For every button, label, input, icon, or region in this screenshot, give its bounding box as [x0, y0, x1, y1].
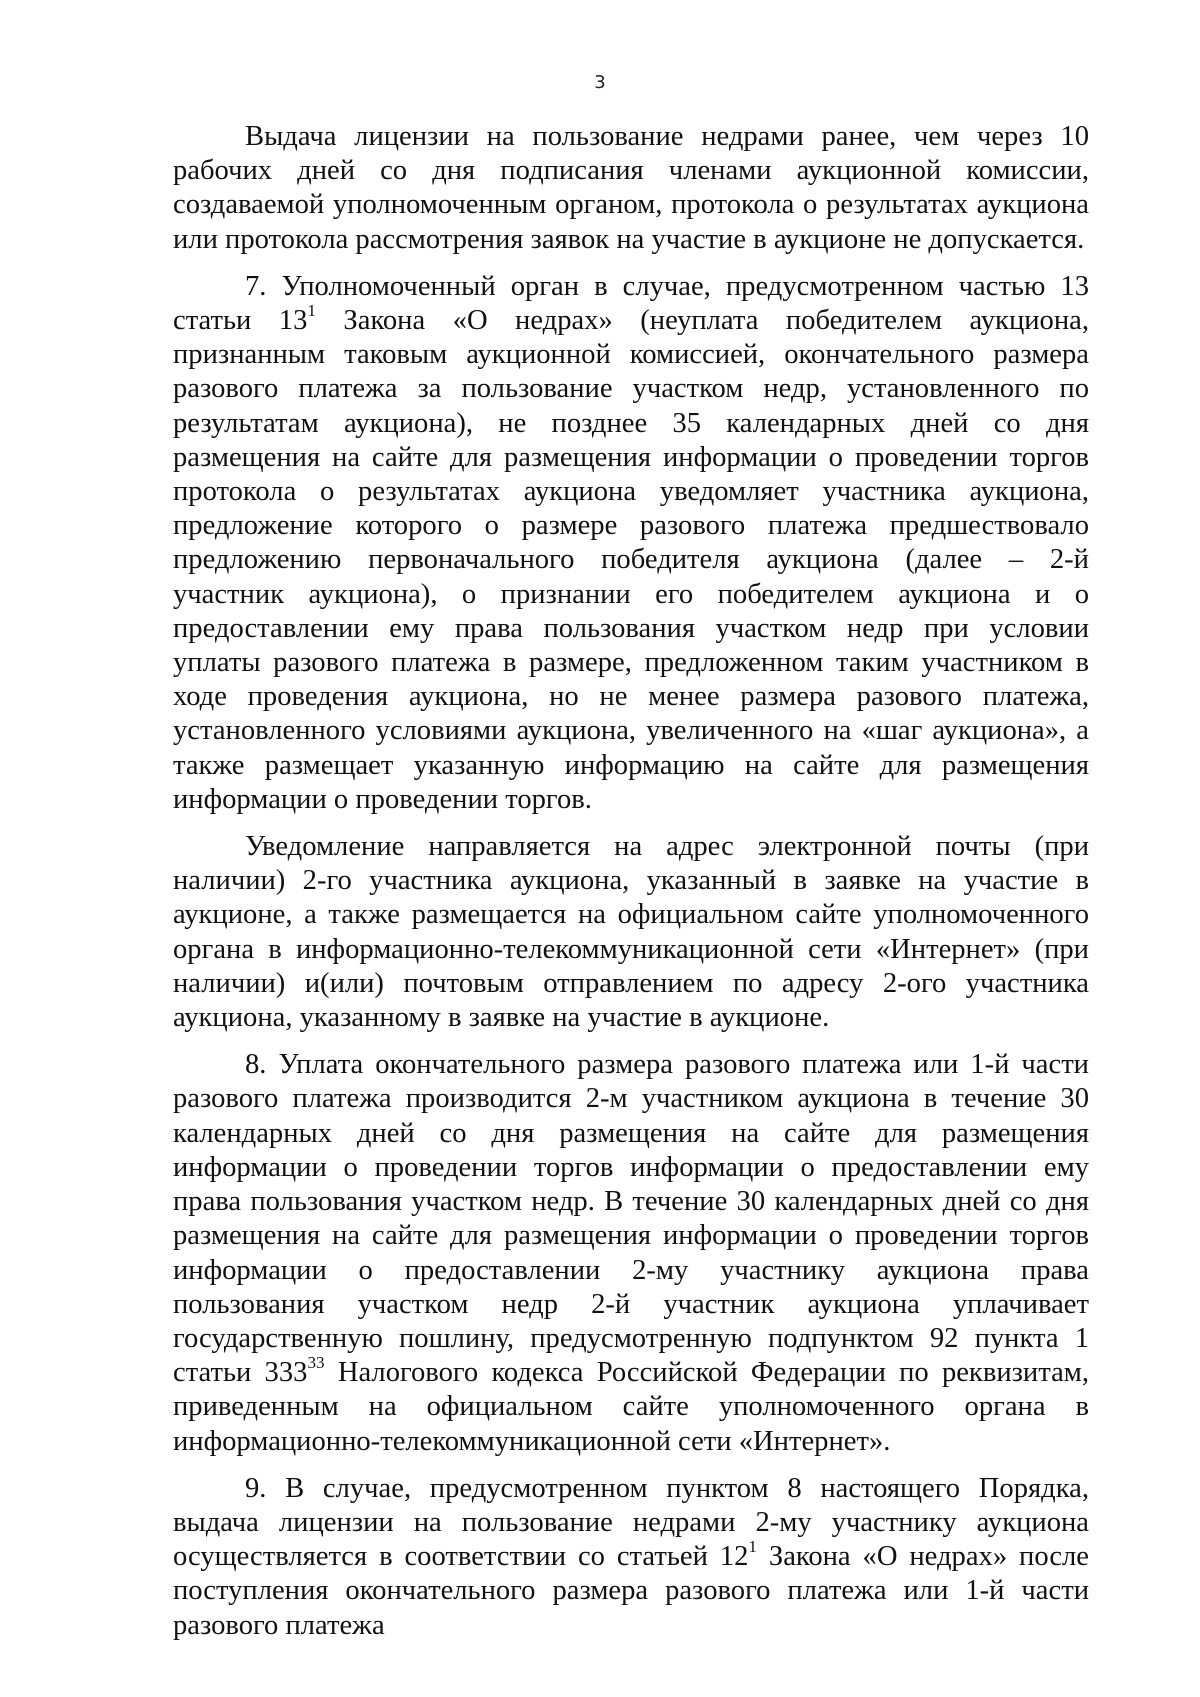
document-body [173, 120, 1089, 1643]
paragraph-8-superscript: 33 [307, 1353, 325, 1373]
paragraph-7-superscript: 1 [307, 301, 316, 321]
paragraph-notification-delivery: Уведомление направляется на адрес электронной почты (при наличии) 2-го участника аукциона, указанный в заявке на участие в аукционе, а также размещается на официальном сайте уполномоченного органа в информационно-телекоммуникационной сети «Интернет» (при наличии) и(или) почтовым отправлением по адресу 2-ого участника аукциона, указанному в заявке на участие в аукционе. [173, 831, 1089, 1034]
paragraph-9-text-start: 9. В случае, предусмотренном пунктом 8 настоящего Порядка, выдача лицензии на пользование недрами 2-му участнику аукциона осуществляется в соответствии со статьей 12 [173, 1472, 1089, 1573]
paragraph-8-text-end: Налогового кодекса Российской Федерации по реквизитам, приведенным на официальном сайте уполномоченного органа в информационно-телекоммуникационной сети «Интернет». [173, 1357, 1090, 1457]
paragraph-9-superscript: 1 [748, 1537, 757, 1557]
paragraph-license-issuance-restriction: Выдача лицензии на пользование недрами ранее, чем через 10 рабочих дней со дня подписания членами аукционной комиссии, создаваемой уполномоченным органом, протокола о результатах аукциона или протокола рассмотрения заявок на участие в аукционе не допускается. [173, 121, 1089, 255]
paragraph-7-text-end: Закона «О недрах» (неуплата победителем аукциона, признанным таковым аукционной комиссией, окончательного размера разового платежа за пользование участком недр, установленного по результатам аукциона), не позднее 35 календарных дней со дня размещения на сайте для размещения информации о проведении торгов протокола о результатах аукциона уведомляет участника аукциона, предложение которого о размере разового платежа предшествовало предложению первоначального победителя аукциона (далее – 2-й участник аукциона), о признании его победителем аукциона и о предоставлении ему права пользования участком недр при условии уплаты разового платежа в размере, предложенном таким участником в ходе проведения аукциона, но не менее размера разового платежа, установленного условиями аукциона, увеличенного на «шаг аукциона», а также размещает указанную информацию на сайте для размещения информации о проведении торгов. [173, 305, 1089, 815]
paragraph-7-notification-second-participant [173, 270, 1089, 817]
paragraph-8-payment-terms [173, 1048, 1089, 1458]
paragraph-7-text-start: 7. Уполномоченный орган в случае, предусмотренном частью 13 статьи 13 [173, 270, 1089, 337]
paragraph-9-license-issuance [173, 1472, 1089, 1643]
page-number: 3 [594, 72, 606, 93]
paragraph-8-text-start: 8. Уплата окончательного размера разового платежа или 1-й части разового платежа производится 2-м участником аукциона в течение 30 календарных дней со дня размещения на сайте для размещения информации о проведении торгов информации о предоставлении ему права пользования участком недр. В течение 30 календарных дней со дня размещения на сайте для размещения информации о проведении торгов информации о предоставлении 2-му участнику аукциона права пользования участком недр 2-й участник аукциона уплачивает государственную пошлину, предусмотренную подпунктом 92 пункта 1 статьи 333 [173, 1049, 1089, 1389]
paragraph-9-text-end: Закона «О недрах» после поступления окончательного размера разового платежа или 1-й части разового платежа [173, 1541, 1089, 1641]
